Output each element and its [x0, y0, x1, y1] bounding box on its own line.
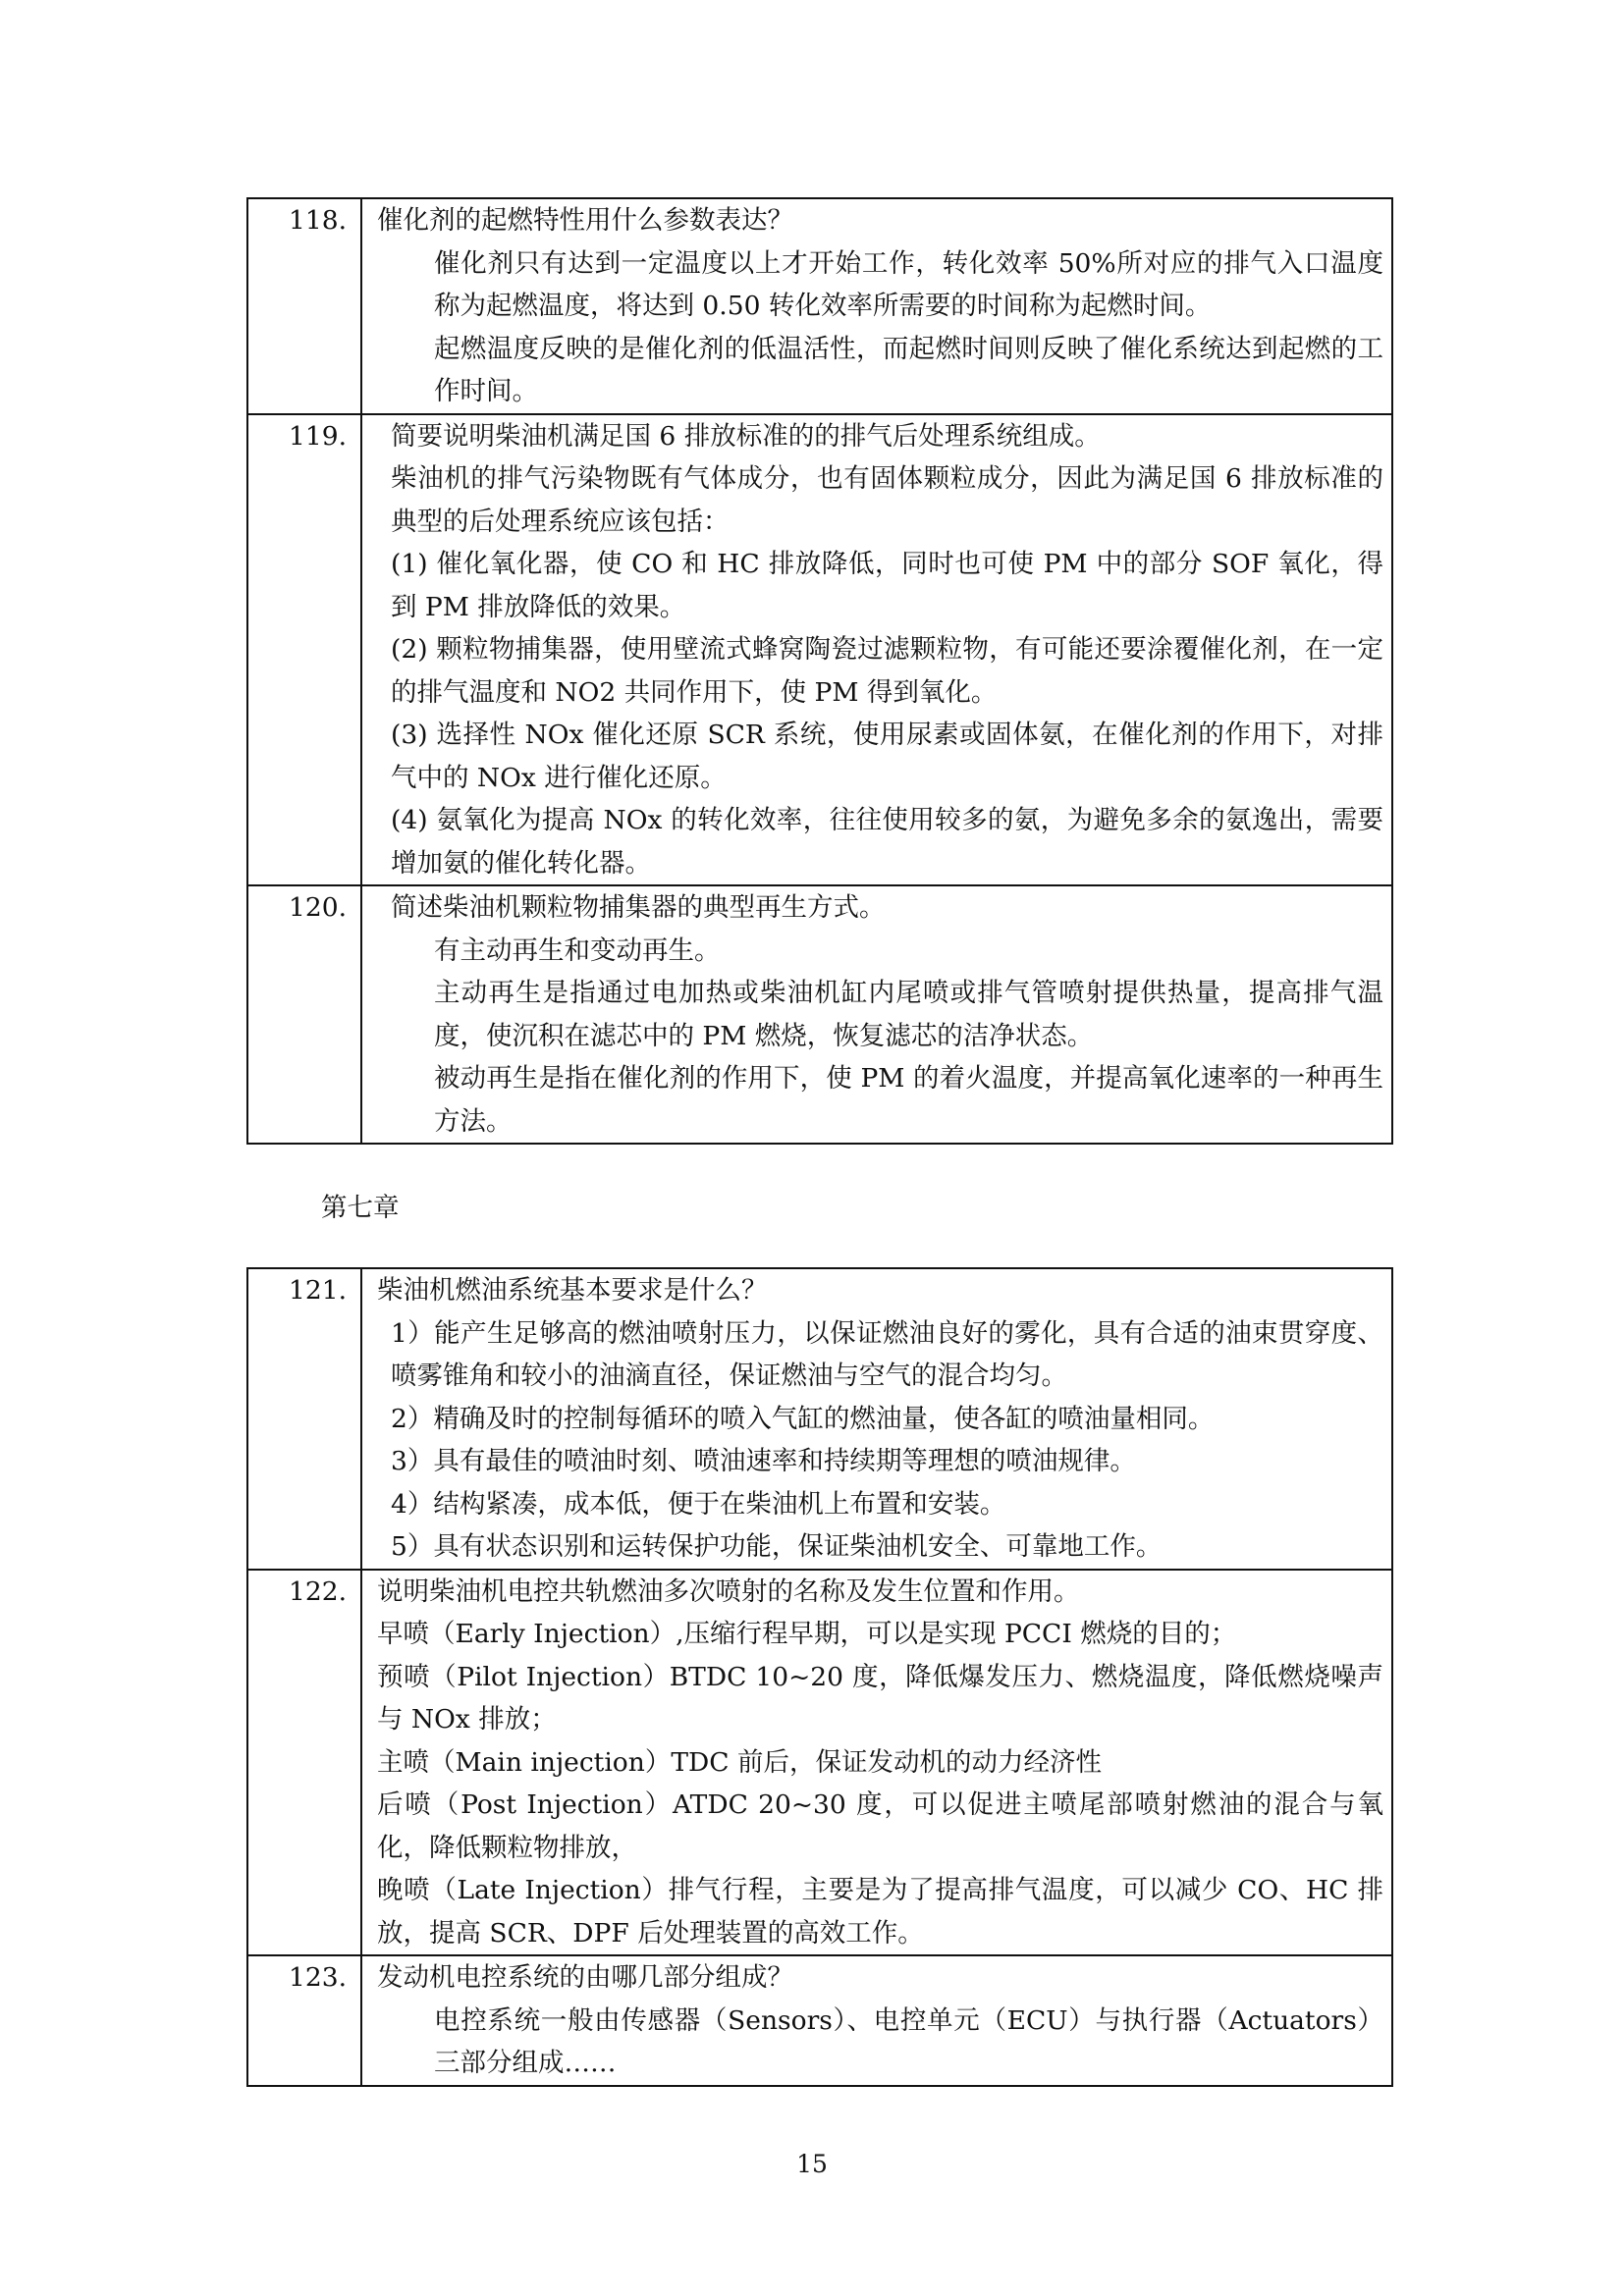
answer-paragraph: 主喷（Main injection）TDC 前后，保证发动机的动力经济性: [377, 1746, 1102, 1778]
answer-paragraph: 电控系统一般由传感器（Sensors）、电控单元（ECU）与执行器（Actuators）三部分组成……: [434, 2004, 1383, 2078]
answer-paragraph: 预喷（Pilot Injection）BTDC 10~20 度，降低爆发压力、燃烧温度，降低燃烧噪声与 NOx 排放；: [377, 1661, 1383, 1735]
answer-paragraph: 起燃温度反映的是催化剂的低温活性，而起燃时间则反映了催化系统达到起燃的工作时间。: [434, 333, 1383, 406]
answer-paragraph: (2) 颗粒物捕集器，使用壁流式蜂窝陶瓷过滤颗粒物，有可能还要涂覆催化剂，在一定的排气温度和 NO2 共同作用下，使 PM 得到氧化。: [391, 634, 1383, 708]
question-answer-cell: [361, 1268, 1392, 1570]
qa-row: [247, 1570, 1392, 1956]
question-text: 发动机电控系统的由哪几部分组成？: [377, 1962, 793, 1993]
answer-paragraph: (4) 氨氧化为提高 NOx 的转化效率，往往使用较多的氨，为避免多余的氨逸出，需要增加氨的催化转化器。: [391, 805, 1383, 879]
chapter-heading: 第七章: [321, 1193, 400, 1223]
answer-paragraph: 早喷（Early Injection）,压缩行程早期，可以是实现 PCCI 燃烧的目的；: [377, 1619, 1237, 1649]
question-answer-cell: [361, 1570, 1392, 1956]
answer-paragraph: 1）能产生足够高的燃油喷射压力，以保证燃油良好的雾化，具有合适的油束贯穿度、喷雾锥角和较小的油滴直径，保证燃油与空气的混合均匀。: [391, 1317, 1383, 1391]
answer-paragraph: 2）精确及时的控制每循环的喷入气缸的燃油量，使各缸的喷油量相同。: [391, 1403, 1215, 1434]
answer-paragraph: 5）具有状态识别和运转保护功能，保证柴油机安全、可靠地工作。: [391, 1531, 1163, 1562]
qa-table-1: [246, 197, 1393, 1145]
qa-row: [247, 885, 1392, 1144]
answer-paragraph: 后喷（Post Injection）ATDC 20~30 度，可以促进主喷尾部喷射燃油的混合与氧化，降低颗粒物排放，: [377, 1789, 1383, 1863]
qa-row: [247, 414, 1392, 886]
question-text: 柴油机燃油系统基本要求是什么？: [377, 1275, 768, 1306]
page-number: 15: [796, 2150, 828, 2178]
question-number: 119.: [247, 414, 361, 886]
question-text: 简要说明柴油机满足国 6 排放标准的的排气后处理系统组成。: [391, 420, 1101, 452]
qa-row: [247, 198, 1392, 414]
question-number: 121.: [247, 1268, 361, 1570]
answer-paragraph: 3）具有最佳的喷油时刻、喷油速率和持续期等理想的喷油规律。: [391, 1446, 1136, 1476]
qa-row: [247, 1268, 1392, 1570]
answer-paragraph: 4）结构紧凑，成本低，便于在柴油机上布置和安装。: [391, 1488, 1006, 1520]
answer-paragraph: 晚喷（Late Injection）排气行程，主要是为了提高排气温度，可以减少 CO、HC 排放，提高 SCR、DPF 后处理装置的高效工作。: [377, 1875, 1383, 1949]
question-number: 118.: [247, 198, 361, 414]
question-answer-cell: [361, 414, 1392, 886]
answer-paragraph: (1) 催化氧化器，使 CO 和 HC 排放降低，同时也可使 PM 中的部分 SOF 氧化，得到 PM 排放降低的效果。: [391, 549, 1383, 622]
question-text: 说明柴油机电控共轨燃油多次喷射的名称及发生位置和作用。: [377, 1575, 1080, 1607]
qa-row: [247, 1955, 1392, 2086]
question-answer-cell: [361, 198, 1392, 414]
answer-paragraph: 主动再生是指通过电加热或柴油机缸内尾喷或排气管喷射提供热量，提高排气温度，使沉积在滤芯中的 PM 燃烧，恢复滤芯的洁净状态。: [434, 978, 1383, 1051]
question-number: 122.: [247, 1570, 361, 1956]
question-answer-cell: [361, 885, 1392, 1144]
question-number: 123.: [247, 1955, 361, 2086]
answer-paragraph: 催化剂只有达到一定温度以上才开始工作，转化效率 50%所对应的排气入口温度称为起燃温度，将达到 0.50 转化效率所需要的时间称为起燃时间。: [434, 247, 1383, 321]
question-text: 简述柴油机颗粒物捕集器的典型再生方式。: [391, 892, 886, 923]
qa-table-2: [246, 1267, 1393, 2087]
answer-paragraph: 被动再生是指在催化剂的作用下，使 PM 的着火温度，并提高氧化速率的一种再生方法。: [434, 1063, 1383, 1137]
question-answer-cell: [361, 1955, 1392, 2086]
answer-paragraph: 柴油机的排气污染物既有气体成分，也有固体颗粒成分，因此为满足国 6 排放标准的典型的后处理系统应该包括：: [391, 463, 1383, 537]
question-number: 120.: [247, 885, 361, 1144]
answer-paragraph: (3) 选择性 NOx 催化还原 SCR 系统，使用尿素或固体氨，在催化剂的作用下，对排气中的 NOx 进行催化还原。: [391, 720, 1383, 793]
answer-paragraph: 有主动再生和变动再生。: [434, 934, 721, 966]
question-text: 催化剂的起燃特性用什么参数表达？: [377, 205, 793, 236]
